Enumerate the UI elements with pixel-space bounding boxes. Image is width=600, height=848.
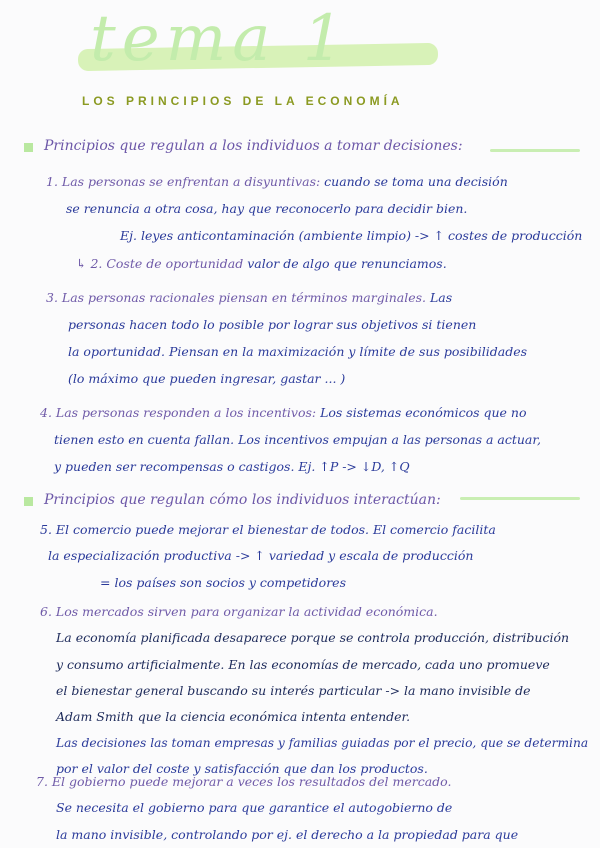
note-line: tienen esto en cuenta fallan. Los incentivos empujan a las personas a actuar, [54, 432, 541, 447]
note-line: Adam Smith que la ciencia económica intenta entender. [56, 709, 411, 724]
note-line: por el valor del coste y satisfacción que dan los productos. [56, 761, 428, 776]
note-line: y pueden ser recompensas o castigos. Ej. ↑P -> ↓D, ↑Q [54, 459, 410, 474]
section-underline [460, 497, 580, 500]
note-line: 5. El comercio puede mejorar el bienestar de todos. El comercio facilita [40, 522, 496, 537]
page-title: tema 1 [90, 2, 350, 76]
note-line: ↳ 2. Coste de oportunidad valor de algo que renunciamos. [76, 256, 447, 271]
note-line: y consumo artificialmente. En las economías de mercado, cada uno promueve [56, 657, 550, 672]
note-line: 7. El gobierno puede mejorar a veces los resultados del mercado. [36, 774, 452, 789]
section-underline [490, 149, 580, 152]
note-line: se renuncia a otra cosa, hay que reconocerlo para decidir bien. [66, 201, 468, 216]
page-subtitle: LOS PRINCIPIOS DE LA ECONOMÍA [82, 94, 404, 108]
note-line: Las decisiones las toman empresas y familias guiadas por el precio, que se determina [56, 735, 589, 750]
section-bullet [24, 497, 33, 506]
note-line: la especialización productiva -> ↑ variedad y escala de producción [48, 548, 474, 563]
note-line: la mano invisible, controlando por ej. el derecho a la propiedad para que [56, 827, 519, 842]
note-line: Se necesita el gobierno para que garantice el autogobierno de [56, 800, 453, 815]
note-line: 4. Las personas responden a los incentivos: Los sistemas económicos que no [40, 405, 527, 420]
section-decisions [20, 138, 580, 158]
note-line: la oportunidad. Piensan en la maximización y límite de sus posibilidades [68, 344, 528, 359]
section-interaction [20, 492, 580, 512]
section-heading: Principios que regulan cómo los individuos interactúan: [44, 492, 441, 508]
section-bullet [24, 143, 33, 152]
note-line: el bienestar general buscando su interés particular -> la mano invisible de [56, 683, 531, 698]
note-line: 6. Los mercados sirven para organizar la actividad económica. [40, 604, 438, 619]
note-line: Ej. leyes anticontaminación (ambiente limpio) -> ↑ costes de producción [120, 228, 583, 243]
note-line: personas hacen todo lo posible por lograr sus objetivos si tienen [68, 317, 477, 332]
note-line: 3. Las personas racionales piensan en términos marginales. Las [46, 290, 453, 305]
note-line: = los países son socios y competidores [100, 575, 346, 590]
note-line: La economía planificada desaparece porque se controla producción, distribución [56, 630, 570, 645]
title-block [60, 2, 480, 86]
note-line: (lo máximo que pueden ingresar, gastar ... ) [68, 371, 346, 386]
section-heading: Principios que regulan a los individuos a tomar decisiones: [44, 138, 463, 154]
note-line: 1. Las personas se enfrentan a disyuntivas: cuando se toma una decisión [46, 174, 508, 189]
